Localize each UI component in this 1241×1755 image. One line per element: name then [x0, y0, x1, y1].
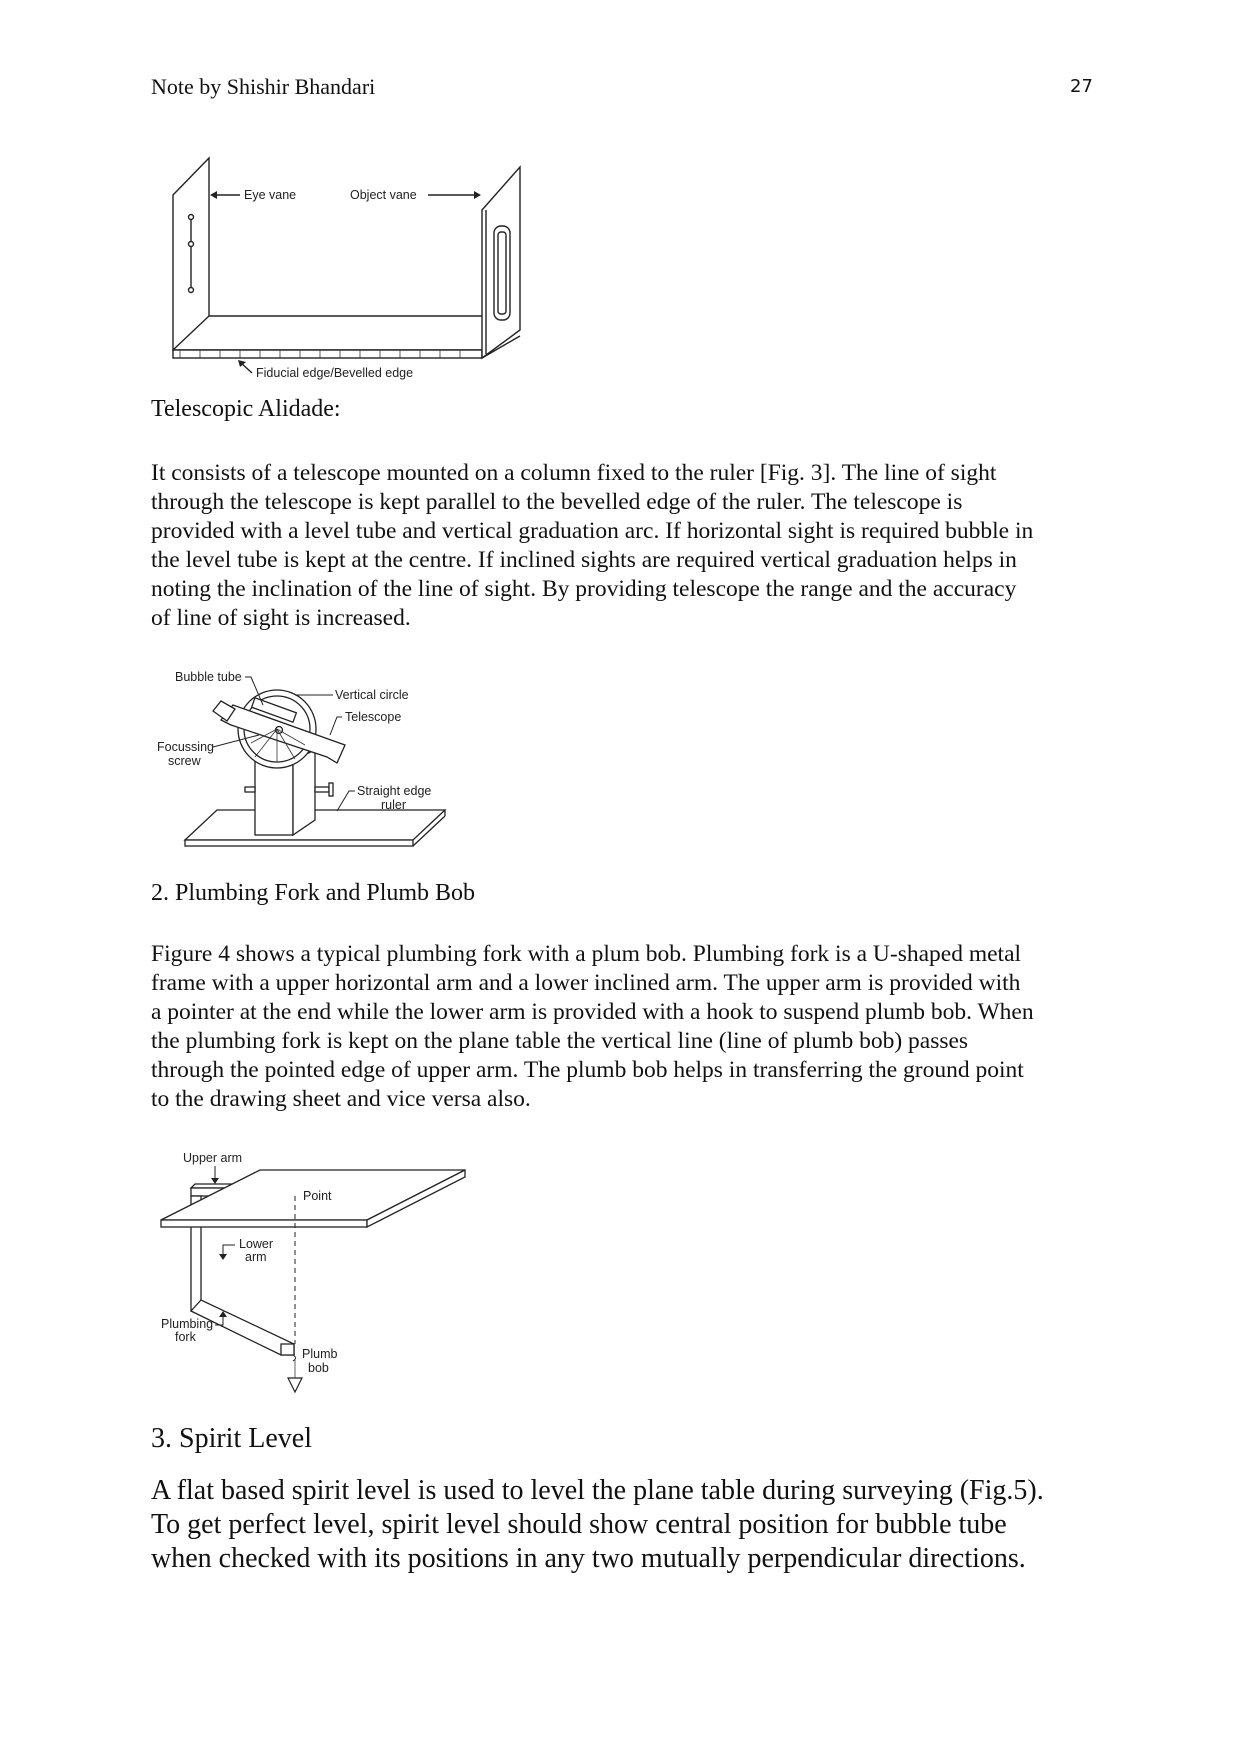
text-line: provided with a level tube and vertical graduation arc. If horizontal sight is required bubble in [151, 518, 1034, 544]
label-ruler: ruler [381, 798, 407, 812]
label-screw: screw [168, 754, 201, 768]
text-line: frame with a upper horizontal arm and a lower inclined arm. The upper arm is provided with [151, 970, 1021, 996]
text-line: A flat based spirit level is used to level the plane table during surveying (Fig.5). [151, 1475, 1044, 1506]
label-point: Point [303, 1189, 332, 1203]
figure-plumbing-fork [155, 1150, 485, 1395]
text-line: Figure 4 shows a typical plumbing fork with a plum bob. Plumbing fork is a U-shaped metal [151, 941, 1022, 967]
label-arm: arm [245, 1250, 267, 1264]
document-header-title: Note by Shishir Bhandari [151, 74, 376, 99]
label-vertical-circle: Vertical circle [335, 688, 409, 702]
text-line: noting the inclination of the line of sight. By providing telescope the range and the accuracy [151, 576, 1017, 602]
text-line: To get perfect level, spirit level should show central position for bubble tube [151, 1509, 1007, 1540]
text-line: to the drawing sheet and vice versa also. [151, 1086, 531, 1112]
figure-plain-alidade [160, 140, 540, 380]
text-line: a pointer at the end while the lower arm is provided with a hook to suspend plumb bob. When [151, 999, 1034, 1025]
label-upper-arm: Upper arm [183, 1151, 243, 1165]
label-bubble-tube: Bubble tube [175, 670, 242, 684]
page-number: 27 [1070, 76, 1093, 97]
text-line: the level tube is kept at the centre. If inclined sights are required vertical graduation helps in [151, 547, 1017, 573]
paragraph-telescopic-alidade [151, 459, 1101, 633]
label-object-vane: Object vane [350, 188, 417, 202]
label-plumbing: Plumbing [161, 1317, 214, 1331]
paragraph-plumbing-fork [151, 940, 1101, 1114]
label-plumb: Plumb [302, 1347, 338, 1361]
label-bob: bob [308, 1361, 329, 1375]
text-line: It consists of a telescope mounted on a column fixed to the ruler [Fig. 3]. The line of sight [151, 460, 997, 486]
figure-telescopic-alidade [155, 665, 475, 850]
section-heading-telescopic-alidade: Telescopic Alidade: [151, 396, 341, 422]
section-heading-spirit-level: 3. Spirit Level [151, 1423, 312, 1454]
text-line: of line of sight is increased. [151, 605, 411, 631]
text-line: through the telescope is kept parallel to the bevelled edge of the ruler. The telescope is [151, 489, 963, 515]
section-heading-plumbing-fork: 2. Plumbing Fork and Plumb Bob [151, 880, 476, 906]
label-lower: Lower [239, 1237, 274, 1251]
text-line: when checked with its positions in any two mutually perpendicular directions. [151, 1543, 1026, 1574]
label-eye-vane: Eye vane [244, 188, 297, 202]
paragraph-spirit-level [151, 1474, 1131, 1576]
label-fiducial-edge: Fiducial edge/Bevelled edge [256, 366, 414, 380]
text-line: through the pointed edge of upper arm. The plumb bob helps in transferring the ground point [151, 1057, 1024, 1083]
label-focussing: Focussing [157, 740, 214, 754]
text-line: the plumbing fork is kept on the plane table the vertical line (line of plumb bob) passes [151, 1028, 969, 1054]
label-fork: fork [175, 1330, 196, 1344]
label-telescope: Telescope [345, 710, 402, 724]
label-straight-edge: Straight edge [357, 784, 432, 798]
